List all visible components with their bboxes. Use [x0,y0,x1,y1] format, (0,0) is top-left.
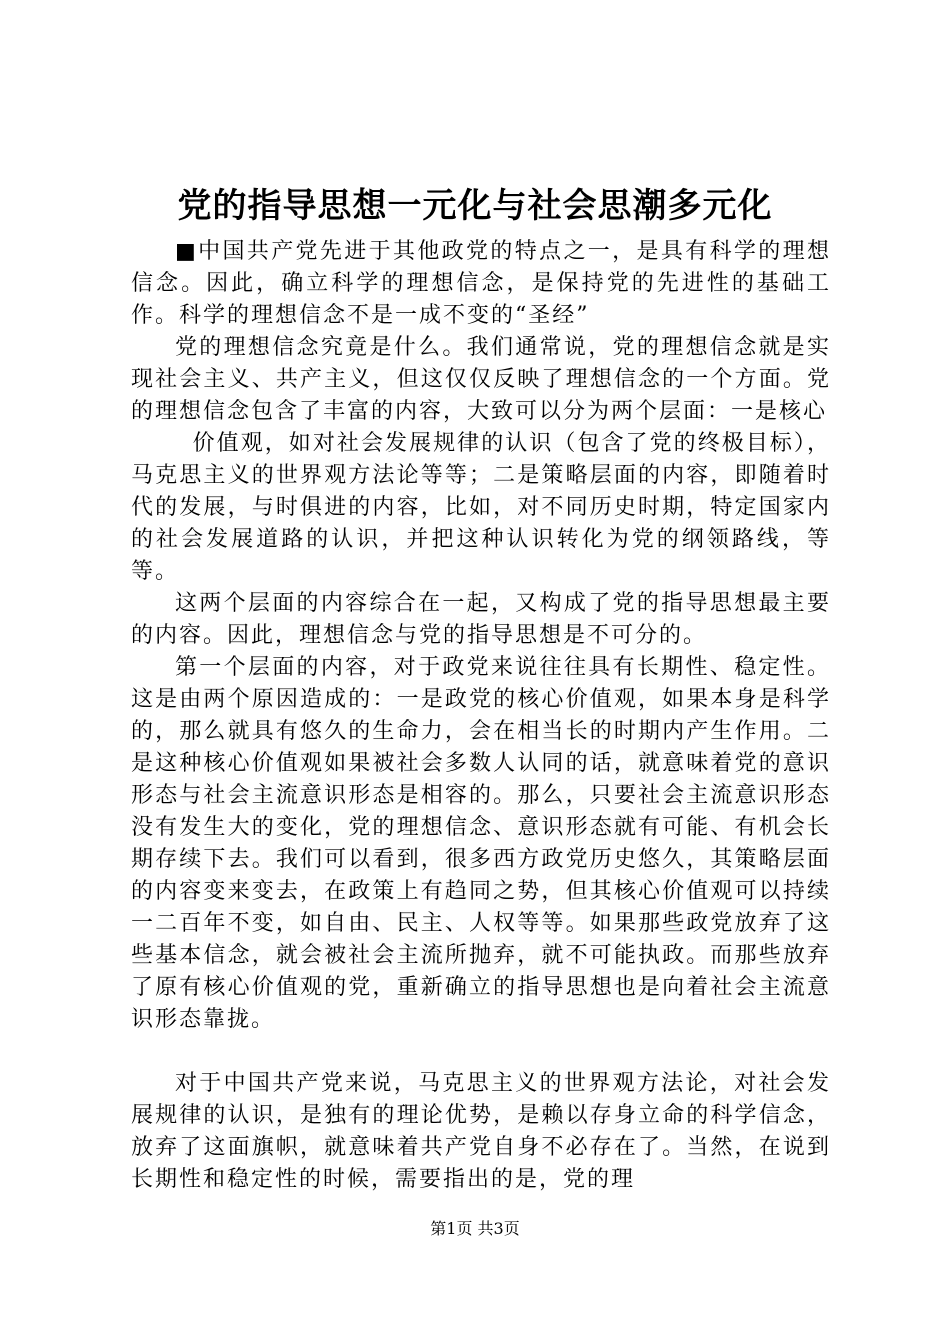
paragraph-5: 第一个层面的内容，对于政党来说往往具有长期性、稳定性。这是由两个原因造成的：一是政党的核心价值观，如果本身是科学的，那么就具有悠久的生命力，会在相当长的时期内产生作用。二是这种核心价值观如果被社会多数人认同的话，就意味着党的意识形态与社会主流意识形态是相容的。那么，只要社会主流意识形态没有发生大的变化，党的理想信念、意识形态就有可能、有机会长期存续下去。我们可以看到，很多西方政党历史悠久，其策略层面的内容变来变去，在政策上有趋同之势，但其核心价值观可以持续一二百年不变，如自由、民主、人权等等。如果那些政党放弃了这些基本信念，就会被社会主流所抛弃，就不可能执政。而那些放弃了原有核心价值观的党，重新确立的指导思想也是向着社会主流意识形态靠拢。 [131,655,831,1032]
paragraph-6: 对于中国共产党来说，马克思主义的世界观方法论，对社会发展规律的认识，是独有的理论优势，是赖以存身立命的科学信念，放弃了这面旗帜，就意味着共产党自身不必存在了。当然，在说到长期性和稳定性的时候，需要指出的是，党的理 [131,1071,831,1192]
paragraph-3: 价值观，如对社会发展规律的认识（包含了党的终极目标），马克思主义的世界观方法论等等；二是策略层面的内容，即随着时代的发展，与时俱进的内容，比如，对不同历史时期，特定国家内的社会发展道路的认识，并把这种认识转化为党的纲领路线，等等。 [131,431,831,584]
page-number-footer: 第1页 共3页 [430,1219,520,1238]
document-title: 党的指导思想一元化与社会思潮多元化 [177,186,773,226]
paragraph-1: ■中国共产党先进于其他政党的特点之一，是具有科学的理想信念。因此，确立科学的理想信念，是保持党的先进性的基础工作。科学的理想信念不是一成不变的“圣经” [131,239,831,328]
paragraph-2: 党的理想信念究竟是什么。我们通常说，党的理想信念就是实现社会主义、共产主义，但这仅仅反映了理想信念的一个方面。党的理想信念包含了丰富的内容，大致可以分为两个层面：一是核心 [131,335,831,424]
document-body [131,236,831,1196]
paragraph-4: 这两个层面的内容综合在一起，又构成了党的指导思想最主要的内容。因此，理想信念与党的指导思想是不可分的。 [131,591,831,648]
